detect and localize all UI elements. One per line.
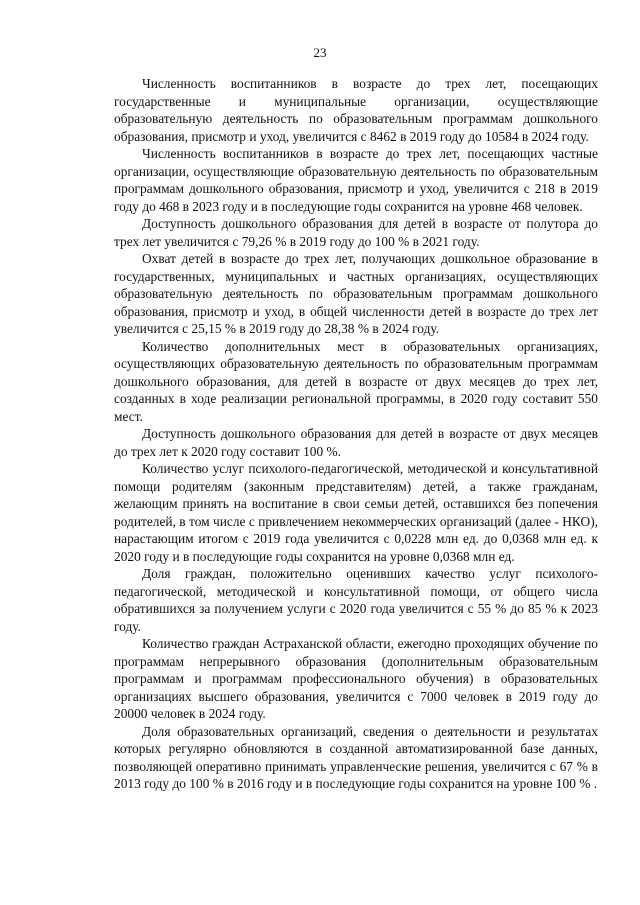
paragraph-consultation-services: Количество услуг психолого-педагогической, методической и консультативной помощи родителям (законным представителям) детей, а также гражданам, желающим принять на воспитание в свои семьи детей, оставшихся без попечения родителей, в том числе с привлечением некоммерческих организаций (далее - НКО), нарастающим итогом с 2019 года увеличится с 0,0228 млн ед. до 0,0368 млн ед. к 2020 году и в последующие годы сохранится на уровне 0,0368 млн ед. (114, 461, 598, 564)
paragraph-children-under-3-private: Численность воспитанников в возрасте до трех лет, посещающих частные организации, осуществляющие образовательную деятельность по образовательным программам дошкольного образования, присмотр и уход, увеличится с 218 в 2019 году до 468 в 2023 году и в последующие годы сохранится на уровне 468 человек. (114, 146, 598, 214)
paragraph-availability-2-months-to-3: Доступность дошкольного образования для детей в возрасте от двух месяцев до трех лет к 2020 году составит 100 %. (114, 426, 598, 459)
page-number: 23 (313, 45, 327, 60)
paragraph-satisfaction-share: Доля граждан, положительно оценивших качество услуг психолого-педагогической, методической и консультативной помощи, от общего числа обратившихся за получением услуги с 2020 года увеличится с 55 % до 85 % к 2023 году. (114, 566, 598, 634)
paragraph-automated-database: Доля образовательных организаций, сведения о деятельности и результатах которых регулярно обновляются в созданной автоматизированной базе данных, позволяющей оперативно принимать управленческие решения, увеличится с 67 % в 2013 году до 100 % в 2016 году и в последующие годы сохранится на уровне 100 % . (114, 723, 598, 791)
paragraph-children-under-3-public: Численность воспитанников в возрасте до трех лет, посещающих государственные и муниципальные организации, осуществляющие образовательную деятельность по образовательным программам дошкольного образования, присмотр и уход, увеличится с 8462 в 2019 году до 10584 в 2024 году. (114, 76, 598, 144)
paragraph-availability-1-5-to-3: Доступность дошкольного образования для детей в возрасте от полутора до трех лет увеличится с 79,26 % в 2019 году до 100 % в 2021 году. (114, 216, 598, 249)
paragraph-coverage-under-3: Охват детей в возрасте до трех лет, получающих дошкольное образование в государственных, муниципальных и частных организациях, осуществляющих образовательную деятельность по образовательным программам дошкольного образования, присмотр и уход, в общей численности детей в возрасте до трех лет увеличится с 25,15 % в 2019 году до 28,38 % в 2024 году. (114, 251, 598, 336)
paragraph-continuing-education: Количество граждан Астраханской области, ежегодно проходящих обучение по программам непрерывного образования (дополнительным образовательным программам и программам профессионального обучения) в образовательных организациях высшего образования, увеличится с 7000 человек в 2019 году до 20000 человек в 2024 году. (114, 636, 598, 721)
paragraph-additional-places: Количество дополнительных мест в образовательных организациях, осуществляющих образовательную деятельность по образовательным программам дошкольного образования, для детей в возрасте от двух месяцев до трех лет, созданных в ходе реализации региональной программы, в 2020 году составит 550 мест. (114, 338, 598, 424)
body-text (114, 75, 598, 793)
